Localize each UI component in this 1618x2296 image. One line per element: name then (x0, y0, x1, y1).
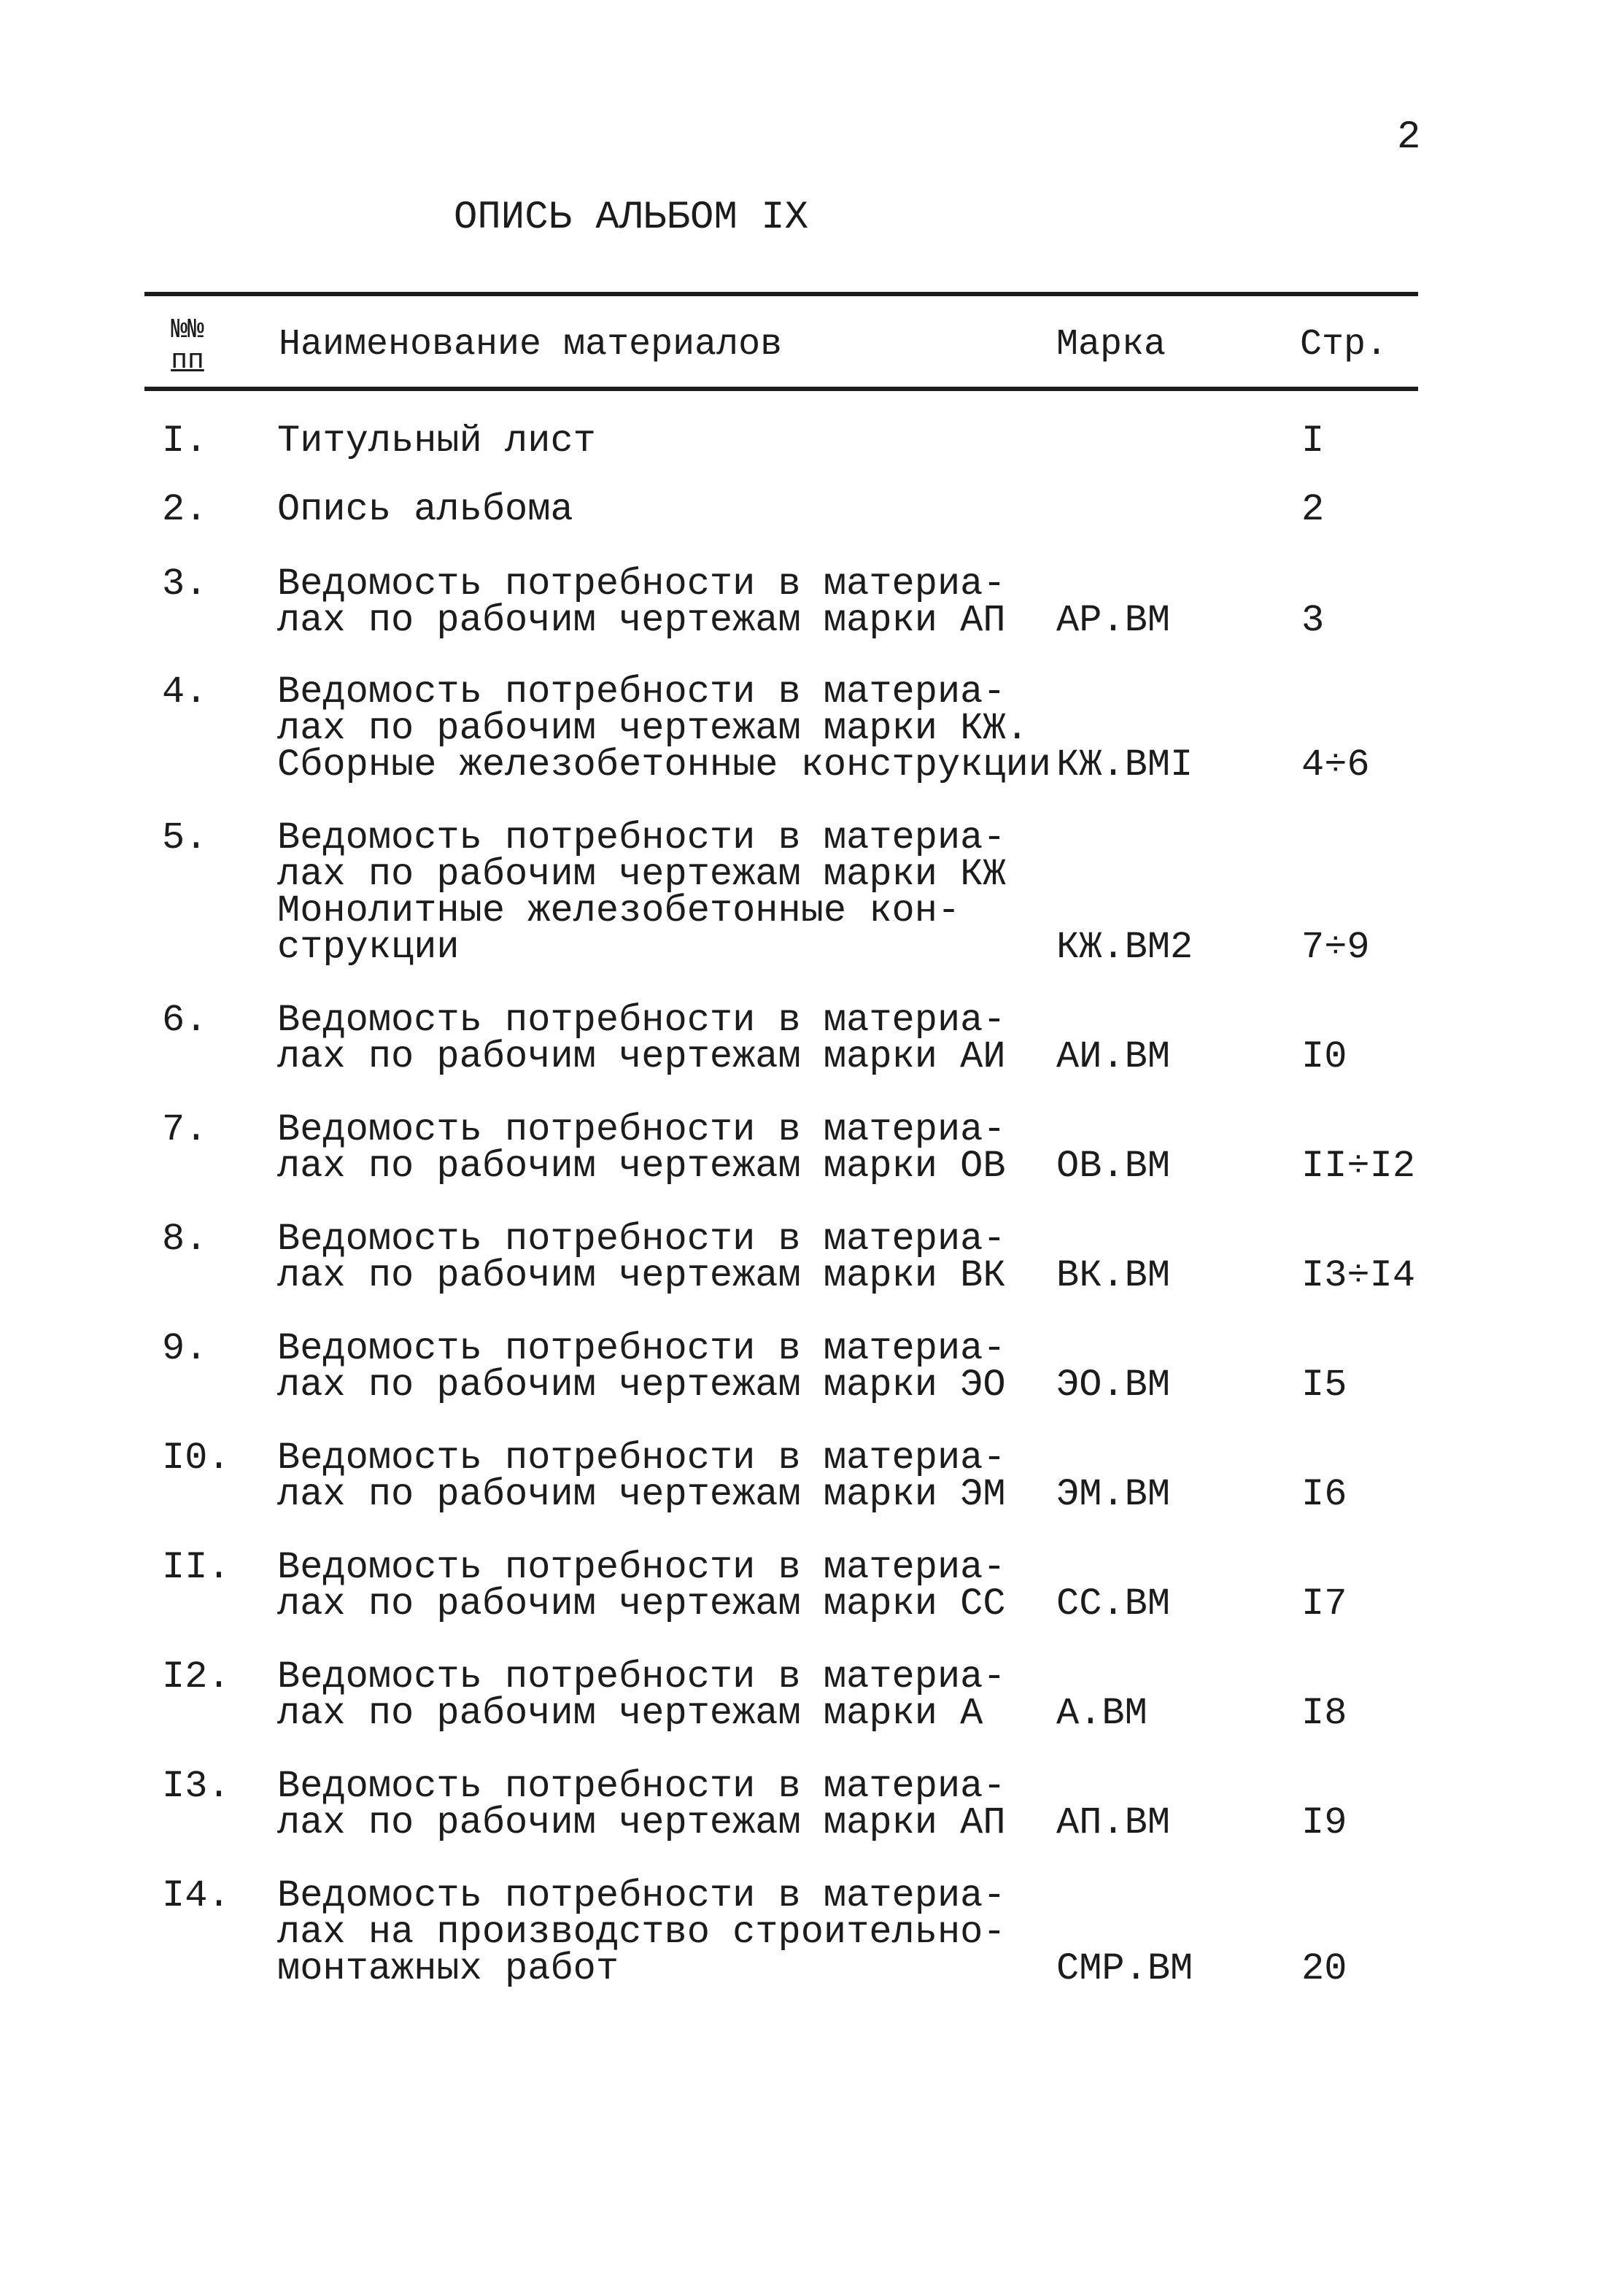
row-name-line: Ведомость потребности в материа- (277, 816, 1006, 859)
row-number: 8. (162, 1218, 208, 1261)
row-name-line: лах по рабочим чертежам марки ОВ (277, 1145, 1006, 1188)
row-mark: ЭО.ВМ (1056, 1364, 1171, 1407)
header-number (162, 315, 213, 376)
row-page: I (1301, 420, 1325, 463)
row-mark: ВК.ВМ (1056, 1254, 1171, 1297)
row-page: 3 (1301, 599, 1325, 642)
row-name-line: лах по рабочим чертежам марки ЭО (277, 1364, 1006, 1407)
row-number: II. (162, 1546, 231, 1589)
row-number: 5. (162, 816, 208, 859)
header-number-top: №№ (171, 314, 204, 346)
row-material-name (277, 1437, 1065, 1516)
row-name-line: лах по рабочим чертежам марки СС (277, 1582, 1006, 1626)
row-material-name (277, 1874, 1065, 1990)
header-mark: Марка (1056, 324, 1166, 366)
row-material-name (277, 999, 1065, 1078)
row-material-name (277, 488, 1065, 531)
row-page: I0 (1301, 1035, 1347, 1078)
row-material-name (277, 563, 1065, 642)
row-number: I2. (162, 1655, 231, 1698)
row-number: 9. (162, 1327, 208, 1370)
row-name-line: Сборные железобетонные конструкции (277, 743, 1051, 786)
row-number: I4. (162, 1874, 231, 1917)
row-material-name (277, 1108, 1065, 1188)
row-page: I6 (1301, 1473, 1347, 1516)
row-name-line: Монолитные железобетонные кон- (277, 889, 961, 932)
row-mark: АР.ВМ (1056, 599, 1171, 642)
row-mark: СМР.ВМ (1056, 1947, 1193, 1990)
row-page: I9 (1301, 1801, 1347, 1844)
table-top-rule (144, 292, 1418, 296)
row-number: 2. (162, 488, 208, 531)
row-material-name (277, 1218, 1065, 1297)
row-mark: АИ.ВМ (1056, 1035, 1171, 1078)
row-page: 20 (1301, 1947, 1347, 1990)
row-name-line: Опись альбома (277, 488, 573, 531)
row-mark: КЖ.ВМ2 (1056, 926, 1193, 969)
row-page: I3÷I4 (1301, 1254, 1416, 1297)
row-number: I0. (162, 1437, 231, 1480)
page-number: 2 (1397, 115, 1421, 160)
row-mark: ОВ.ВМ (1056, 1145, 1171, 1188)
row-number: 7. (162, 1108, 208, 1151)
row-name-line: Ведомость потребности в материа- (277, 1655, 1006, 1698)
row-page: 7÷9 (1301, 926, 1370, 969)
row-mark: ЭМ.ВМ (1056, 1473, 1171, 1516)
row-name-line: Ведомость потребности в материа- (277, 1874, 1006, 1917)
row-name-line: лах по рабочим чертежам марки КЖ. (277, 707, 1029, 750)
row-material-name (277, 670, 1065, 786)
row-name-line: лах по рабочим чертежам марки ЭМ (277, 1473, 1006, 1516)
row-page: I7 (1301, 1582, 1347, 1626)
row-name-line: лах по рабочим чертежам марки АИ (277, 1035, 1006, 1078)
row-number: 3. (162, 563, 208, 606)
row-material-name (277, 1655, 1065, 1735)
row-number: I. (162, 420, 208, 463)
row-name-line: Ведомость потребности в материа- (277, 670, 1006, 714)
row-name-line: Ведомость потребности в материа- (277, 1108, 1006, 1151)
row-name-line: Титульный лист (277, 420, 596, 463)
row-name-line: лах на производство строительно- (277, 1911, 1006, 1954)
row-number: 6. (162, 999, 208, 1042)
row-name-line: лах по рабочим чертежам марки АП (277, 1801, 1006, 1844)
row-number: 4. (162, 670, 208, 714)
row-name-line: Ведомость потребности в материа- (277, 1218, 1006, 1261)
row-mark: СС.ВМ (1056, 1582, 1171, 1626)
row-page: I5 (1301, 1364, 1347, 1407)
row-name-line: лах по рабочим чертежам марки КЖ (277, 853, 1006, 896)
row-name-line: Ведомость потребности в материа- (277, 999, 1006, 1042)
row-name-line: лах по рабочим чертежам марки ВК (277, 1254, 1006, 1297)
row-material-name (277, 420, 1065, 463)
row-name-line: струкции (277, 926, 460, 969)
row-mark: А.ВМ (1056, 1692, 1147, 1735)
document-title: ОПИСЬ АЛЬБОМ IX (454, 196, 809, 240)
header-name: Наименование материалов (279, 324, 783, 366)
table-header-rule (144, 387, 1418, 391)
row-page: 4÷6 (1301, 743, 1370, 786)
row-number: I3. (162, 1765, 231, 1808)
row-name-line: лах по рабочим чертежам марки А (277, 1692, 983, 1735)
header-page: Стр. (1300, 324, 1388, 366)
row-material-name (277, 1765, 1065, 1844)
row-page: II÷I2 (1301, 1145, 1416, 1188)
row-name-line: Ведомость потребности в материа- (277, 1546, 1006, 1589)
row-name-line: Ведомость потребности в материа- (277, 1765, 1006, 1808)
row-page: I8 (1301, 1692, 1347, 1735)
row-material-name (277, 816, 1065, 969)
row-name-line: лах по рабочим чертежам марки АП (277, 599, 1006, 642)
row-name-line: Ведомость потребности в материа- (277, 1327, 1006, 1370)
row-material-name (277, 1546, 1065, 1626)
row-page: 2 (1301, 488, 1325, 531)
row-name-line: монтажных работ (277, 1947, 619, 1990)
row-mark: КЖ.ВМI (1056, 743, 1193, 786)
row-mark: АП.ВМ (1056, 1801, 1171, 1844)
row-name-line: Ведомость потребности в материа- (277, 1437, 1006, 1480)
header-number-bottom: пп (171, 345, 204, 376)
row-name-line: Ведомость потребности в материа- (277, 563, 1006, 606)
row-material-name (277, 1327, 1065, 1407)
